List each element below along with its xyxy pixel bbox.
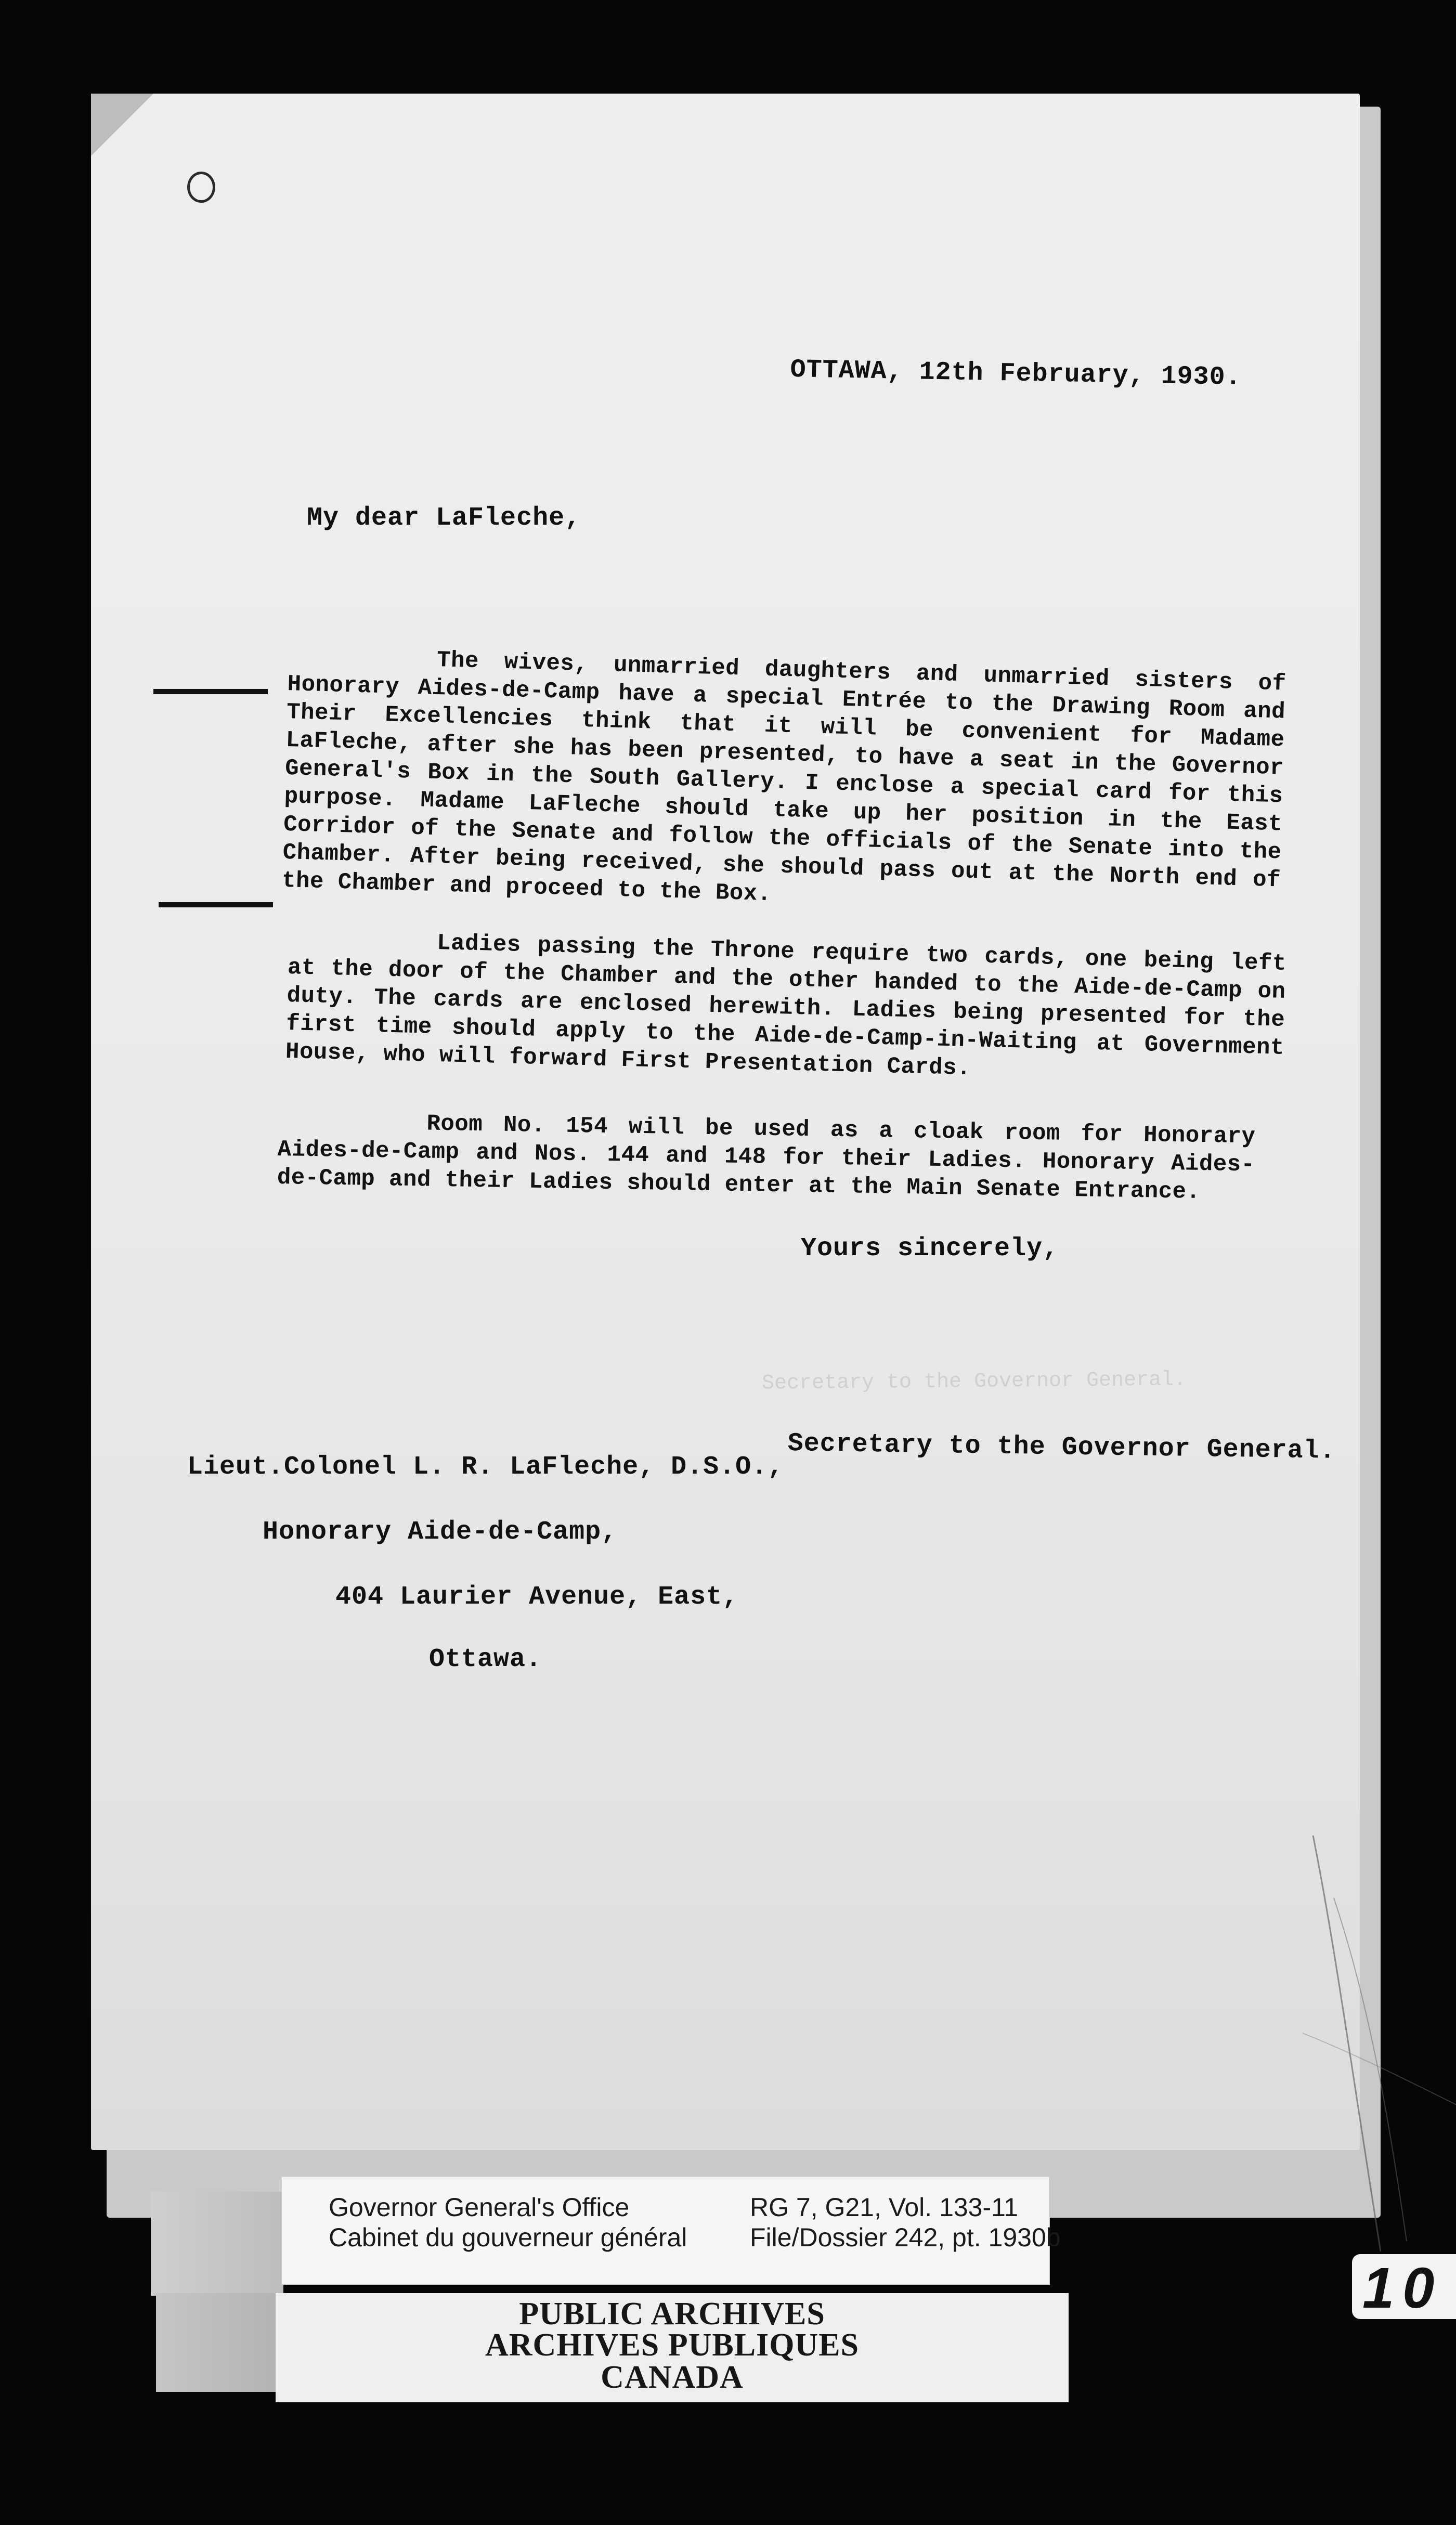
- address-line: Honorary Aide-de-Camp,: [263, 1517, 618, 1547]
- letter-page: [91, 94, 1360, 2150]
- office-name-en: Governor General's Office: [329, 2193, 630, 2222]
- frame-number: 10: [1362, 2256, 1443, 2320]
- letter-date: OTTAWA, 12th February, 1930.: [790, 355, 1242, 393]
- label-backing: [156, 2293, 278, 2392]
- stamp-line: CANADA: [601, 2360, 744, 2395]
- margin-mark: [153, 689, 268, 694]
- stamp-line: PUBLIC ARCHIVES: [519, 2296, 825, 2332]
- paper-crease: [1303, 1836, 1456, 2251]
- office-name-fr: Cabinet du gouverneur général: [329, 2223, 687, 2252]
- body-paragraph: Ladies passing the Throne require two cards, one being left at the door of the Chamber and the other handed to the Aide-de-Camp on duty. The cards are enclosed herewith. Ladies being presented for the first time should apply to the Aide-de-Camp-in-Waiting at Government House, who will forward First Presentation Cards.: [285, 930, 1287, 1082]
- margin-mark: [159, 902, 273, 907]
- show-through-text: Secretary to the Governor General.: [761, 1368, 1187, 1396]
- frame-counter: [1352, 2254, 1456, 2319]
- body-paragraph: Room No. 154 will be used as a cloak room for Honorary Aides-de-Camp and Nos. 144 and 148 for their Ladies. Honorary Aides-de-Camp and their Ladies should enter at the Main Senate Entrance.: [277, 1111, 1256, 1205]
- salutation: My dear LaFleche,: [307, 503, 581, 533]
- archive-stamp: [276, 2293, 1069, 2402]
- signature-line: Secretary to the Governor General.: [787, 1429, 1336, 1466]
- archive-label: [281, 2176, 1061, 2285]
- file-reference: File/Dossier 242, pt. 1930b: [750, 2223, 1061, 2252]
- closing: Yours sincerely,: [801, 1234, 1059, 1264]
- punch-hole: [187, 172, 215, 203]
- address-line: 404 Laurier Avenue, East,: [335, 1582, 739, 1612]
- archive-reference: RG 7, G21, Vol. 133-11: [750, 2193, 1019, 2222]
- folded-corner: [91, 94, 153, 156]
- address-line: Lieut.Colonel L. R. LaFleche, D.S.O.,: [187, 1452, 784, 1482]
- body-paragraph: The wives, unmarried daughters and unmarried sisters of Honorary Aides-de-Camp have a special Entrée to the Drawing Room and Their Excellencies think that it will be convenient for Madame LaFleche, after she has been presented, to have a seat in the Governor General's Box in the South Gallery. I enclose a special card for this purpose. Madame LaFleche should take up her position in the East Corridor of the Senate and follow the officials of the Senate into the Chamber. After being received, she should pass out at the North end of the Chamber and proceed to the Box.: [281, 647, 1287, 908]
- label-backing: [151, 2192, 283, 2296]
- stamp-line: ARCHIVES PUBLIQUES: [485, 2327, 860, 2363]
- address-line: Ottawa.: [429, 1645, 542, 1674]
